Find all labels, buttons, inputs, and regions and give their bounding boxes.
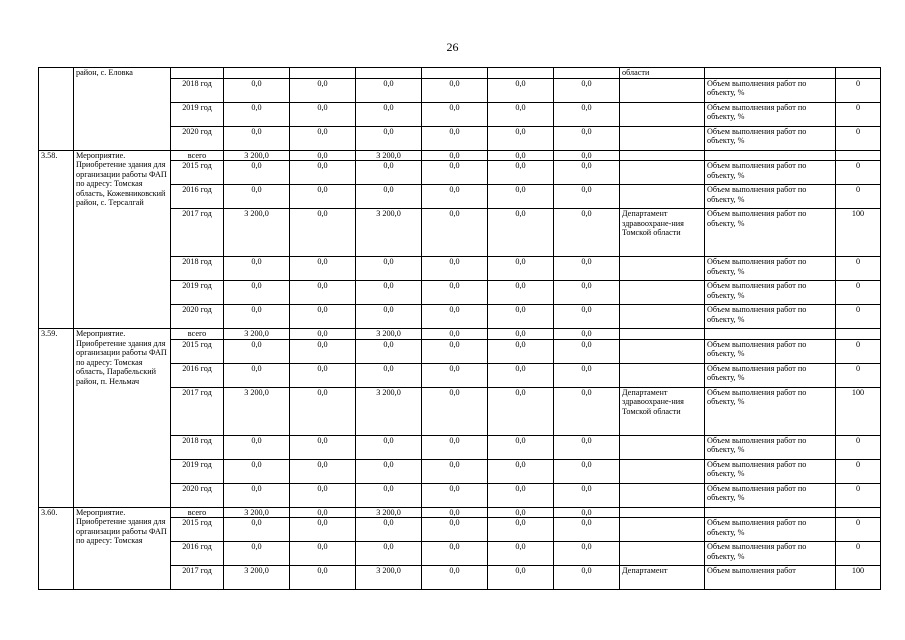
indicator-value-cell: 0 bbox=[836, 435, 881, 459]
indicator-cell: Объем выполнения работ по объекту, % bbox=[705, 435, 836, 459]
value-cell: 0,0 bbox=[224, 78, 290, 102]
value-cell bbox=[290, 68, 356, 79]
indicator-cell: Объем выполнения работ по объекту, % bbox=[705, 281, 836, 305]
value-cell: 0,0 bbox=[488, 507, 554, 518]
value-cell: 3 200,0 bbox=[224, 507, 290, 518]
value-cell: 0,0 bbox=[422, 435, 488, 459]
value-cell: 0,0 bbox=[554, 126, 620, 150]
value-cell: 0,0 bbox=[422, 305, 488, 329]
value-cell: 0,0 bbox=[554, 339, 620, 363]
value-cell: 0,0 bbox=[356, 102, 422, 126]
value-cell: 0,0 bbox=[422, 339, 488, 363]
year-cell: 2018 год bbox=[171, 435, 224, 459]
value-cell: 0,0 bbox=[290, 161, 356, 185]
value-cell: 0,0 bbox=[488, 518, 554, 542]
value-cell bbox=[488, 68, 554, 79]
value-cell: 0,0 bbox=[554, 542, 620, 566]
value-cell: 3 200,0 bbox=[356, 209, 422, 257]
responsible-cell bbox=[620, 507, 705, 518]
value-cell: 0,0 bbox=[422, 150, 488, 161]
value-cell: 0,0 bbox=[554, 281, 620, 305]
indicator-cell: Объем выполнения работ по объекту, % bbox=[705, 363, 836, 387]
responsible-cell: области bbox=[620, 68, 705, 79]
section-description: Мероприятие. Приобретение здания для организации работы ФАП по адресу: Томская область, Кожевниковский район, с. Терсалгай bbox=[74, 150, 171, 329]
value-cell: 0,0 bbox=[290, 126, 356, 150]
value-cell: 0,0 bbox=[290, 209, 356, 257]
value-cell bbox=[422, 68, 488, 79]
value-cell: 0,0 bbox=[356, 185, 422, 209]
indicator-cell: Объем выполнения работ по объекту, % bbox=[705, 102, 836, 126]
value-cell: 3 200,0 bbox=[356, 329, 422, 340]
value-cell: 0,0 bbox=[554, 329, 620, 340]
value-cell: 0,0 bbox=[224, 281, 290, 305]
value-cell: 0,0 bbox=[290, 339, 356, 363]
indicator-value-cell: 100 bbox=[836, 566, 881, 590]
value-cell: 0,0 bbox=[290, 102, 356, 126]
responsible-cell bbox=[620, 518, 705, 542]
year-cell: 2017 год bbox=[171, 387, 224, 435]
value-cell: 0,0 bbox=[224, 459, 290, 483]
section-description: Мероприятие. Приобретение здания для организации работы ФАП по адресу: Томская область, Парабельский район, п. Нельмач bbox=[74, 329, 171, 508]
value-cell: 3 200,0 bbox=[224, 566, 290, 590]
value-cell: 0,0 bbox=[224, 363, 290, 387]
responsible-cell bbox=[620, 78, 705, 102]
page-number: 26 bbox=[446, 40, 459, 54]
year-cell: 2016 год bbox=[171, 363, 224, 387]
value-cell: 0,0 bbox=[356, 126, 422, 150]
value-cell: 0,0 bbox=[488, 257, 554, 281]
responsible-cell bbox=[620, 435, 705, 459]
responsible-cell bbox=[620, 339, 705, 363]
value-cell: 0,0 bbox=[356, 518, 422, 542]
value-cell: 0,0 bbox=[422, 78, 488, 102]
value-cell: 0,0 bbox=[554, 566, 620, 590]
year-cell: 2019 год bbox=[171, 281, 224, 305]
indicator-value-cell: 0 bbox=[836, 257, 881, 281]
value-cell bbox=[554, 68, 620, 79]
indicator-cell: Объем выполнения работ по объекту, % bbox=[705, 209, 836, 257]
year-cell: 2016 год bbox=[171, 185, 224, 209]
value-cell: 0,0 bbox=[488, 542, 554, 566]
responsible-cell bbox=[620, 126, 705, 150]
table-row bbox=[39, 150, 881, 161]
table-row bbox=[39, 329, 881, 340]
value-cell: 0,0 bbox=[488, 209, 554, 257]
value-cell: 0,0 bbox=[290, 78, 356, 102]
indicator-value-cell: 0 bbox=[836, 459, 881, 483]
value-cell: 3 200,0 bbox=[224, 209, 290, 257]
value-cell: 0,0 bbox=[554, 459, 620, 483]
value-cell: 0,0 bbox=[422, 185, 488, 209]
value-cell: 0,0 bbox=[554, 507, 620, 518]
value-cell: 0,0 bbox=[224, 435, 290, 459]
value-cell: 0,0 bbox=[224, 339, 290, 363]
value-cell: 0,0 bbox=[488, 435, 554, 459]
value-cell: 3 200,0 bbox=[356, 507, 422, 518]
responsible-cell bbox=[620, 281, 705, 305]
section-number-cell bbox=[39, 68, 74, 151]
value-cell: 3 200,0 bbox=[356, 566, 422, 590]
value-cell: 0,0 bbox=[356, 78, 422, 102]
value-cell: 0,0 bbox=[488, 483, 554, 507]
value-cell: 0,0 bbox=[290, 150, 356, 161]
value-cell: 0,0 bbox=[224, 518, 290, 542]
indicator-value-cell bbox=[836, 507, 881, 518]
responsible-cell bbox=[620, 257, 705, 281]
value-cell: 0,0 bbox=[290, 185, 356, 209]
value-cell: 0,0 bbox=[554, 257, 620, 281]
indicator-cell: Объем выполнения работ по объекту, % bbox=[705, 185, 836, 209]
value-cell: 0,0 bbox=[554, 518, 620, 542]
value-cell: 0,0 bbox=[356, 363, 422, 387]
value-cell: 0,0 bbox=[554, 387, 620, 435]
responsible-cell bbox=[620, 483, 705, 507]
section-description: Мероприятие. Приобретение здания для организации работы ФАП по адресу: Томская bbox=[74, 507, 171, 590]
value-cell: 0,0 bbox=[488, 387, 554, 435]
value-cell: 0,0 bbox=[356, 161, 422, 185]
indicator-value-cell bbox=[836, 68, 881, 79]
indicator-cell: Объем выполнения работ по объекту, % bbox=[705, 78, 836, 102]
value-cell: 0,0 bbox=[488, 566, 554, 590]
responsible-cell bbox=[620, 150, 705, 161]
indicator-value-cell: 0 bbox=[836, 542, 881, 566]
indicator-cell: Объем выполнения работ по объекту, % bbox=[705, 257, 836, 281]
value-cell: 0,0 bbox=[488, 363, 554, 387]
indicator-value-cell: 0 bbox=[836, 78, 881, 102]
value-cell: 3 200,0 bbox=[356, 150, 422, 161]
value-cell: 0,0 bbox=[290, 483, 356, 507]
value-cell: 0,0 bbox=[422, 459, 488, 483]
value-cell: 0,0 bbox=[488, 126, 554, 150]
indicator-value-cell: 0 bbox=[836, 483, 881, 507]
value-cell: 0,0 bbox=[488, 281, 554, 305]
value-cell bbox=[171, 68, 224, 79]
value-cell: 0,0 bbox=[224, 126, 290, 150]
value-cell: 0,0 bbox=[290, 518, 356, 542]
indicator-value-cell: 100 bbox=[836, 209, 881, 257]
year-cell: 2020 год bbox=[171, 483, 224, 507]
indicator-cell: Объем выполнения работ по объекту, % bbox=[705, 483, 836, 507]
value-cell: 0,0 bbox=[224, 257, 290, 281]
indicator-value-cell: 0 bbox=[836, 161, 881, 185]
value-cell: 0,0 bbox=[290, 459, 356, 483]
value-cell: 3 200,0 bbox=[224, 150, 290, 161]
value-cell: 0,0 bbox=[224, 185, 290, 209]
value-cell: 0,0 bbox=[488, 102, 554, 126]
indicator-cell: Объем выполнения работ по объекту, % bbox=[705, 542, 836, 566]
value-cell: 0,0 bbox=[224, 483, 290, 507]
value-cell: 0,0 bbox=[290, 435, 356, 459]
value-cell: 0,0 bbox=[422, 329, 488, 340]
year-cell: 2018 год bbox=[171, 257, 224, 281]
indicator-cell bbox=[705, 507, 836, 518]
value-cell: 0,0 bbox=[290, 305, 356, 329]
value-cell: 0,0 bbox=[554, 435, 620, 459]
indicator-value-cell bbox=[836, 329, 881, 340]
value-cell: 3 200,0 bbox=[224, 387, 290, 435]
value-cell: 0,0 bbox=[488, 150, 554, 161]
value-cell: 0,0 bbox=[422, 102, 488, 126]
value-cell bbox=[224, 68, 290, 79]
indicator-cell: Объем выполнения работ по объекту, % bbox=[705, 305, 836, 329]
year-cell: 2015 год bbox=[171, 161, 224, 185]
year-cell: 2018 год bbox=[171, 78, 224, 102]
value-cell: 0,0 bbox=[488, 305, 554, 329]
value-cell: 0,0 bbox=[290, 329, 356, 340]
year-cell: всего bbox=[171, 150, 224, 161]
value-cell: 0,0 bbox=[488, 78, 554, 102]
year-cell: 2020 год bbox=[171, 126, 224, 150]
responsible-cell bbox=[620, 161, 705, 185]
section-number: 3.58. bbox=[39, 150, 74, 329]
indicator-cell: Объем выполнения работ по объекту, % bbox=[705, 518, 836, 542]
year-cell: 2015 год bbox=[171, 339, 224, 363]
value-cell: 0,0 bbox=[224, 305, 290, 329]
table-body bbox=[39, 68, 881, 590]
value-cell: 0,0 bbox=[290, 507, 356, 518]
indicator-cell: Объем выполнения работ по объекту, % bbox=[705, 126, 836, 150]
value-cell: 0,0 bbox=[422, 257, 488, 281]
year-cell: 2019 год bbox=[171, 102, 224, 126]
value-cell: 0,0 bbox=[422, 161, 488, 185]
year-cell: всего bbox=[171, 507, 224, 518]
value-cell: 0,0 bbox=[224, 161, 290, 185]
indicator-cell: Объем выполнения работ по объекту, % bbox=[705, 161, 836, 185]
section-description: район, с. Еловка bbox=[74, 68, 171, 151]
value-cell: 0,0 bbox=[290, 542, 356, 566]
responsible-cell bbox=[620, 102, 705, 126]
value-cell: 0,0 bbox=[422, 281, 488, 305]
indicator-value-cell: 0 bbox=[836, 305, 881, 329]
value-cell: 0,0 bbox=[554, 363, 620, 387]
value-cell: 0,0 bbox=[554, 305, 620, 329]
indicator-cell: Объем выполнения работ bbox=[705, 566, 836, 590]
value-cell: 0,0 bbox=[356, 339, 422, 363]
responsible-cell bbox=[620, 459, 705, 483]
table-row bbox=[39, 507, 881, 518]
value-cell: 0,0 bbox=[422, 126, 488, 150]
responsible-cell bbox=[620, 542, 705, 566]
value-cell: 3 200,0 bbox=[356, 387, 422, 435]
value-cell: 0,0 bbox=[422, 507, 488, 518]
value-cell: 0,0 bbox=[290, 387, 356, 435]
value-cell: 0,0 bbox=[554, 102, 620, 126]
value-cell: 0,0 bbox=[488, 459, 554, 483]
value-cell: 0,0 bbox=[290, 281, 356, 305]
year-cell: 2019 год bbox=[171, 459, 224, 483]
value-cell: 0,0 bbox=[356, 459, 422, 483]
indicator-value-cell: 0 bbox=[836, 339, 881, 363]
indicator-value-cell: 0 bbox=[836, 102, 881, 126]
value-cell: 0,0 bbox=[554, 78, 620, 102]
year-cell: всего bbox=[171, 329, 224, 340]
value-cell: 0,0 bbox=[224, 542, 290, 566]
value-cell bbox=[356, 68, 422, 79]
responsible-cell bbox=[620, 363, 705, 387]
responsible-cell: Департамент здравоохране-ния Томской области bbox=[620, 387, 705, 435]
program-table bbox=[38, 67, 881, 590]
section-number: 3.60. bbox=[39, 507, 74, 590]
value-cell: 0,0 bbox=[422, 209, 488, 257]
year-cell: 2017 год bbox=[171, 209, 224, 257]
value-cell: 0,0 bbox=[554, 185, 620, 209]
value-cell: 0,0 bbox=[356, 435, 422, 459]
year-cell: 2017 год bbox=[171, 566, 224, 590]
value-cell: 0,0 bbox=[422, 483, 488, 507]
value-cell: 0,0 bbox=[554, 161, 620, 185]
value-cell: 0,0 bbox=[422, 518, 488, 542]
value-cell: 0,0 bbox=[356, 483, 422, 507]
value-cell: 0,0 bbox=[224, 102, 290, 126]
indicator-cell bbox=[705, 68, 836, 79]
indicator-cell: Объем выполнения работ по объекту, % bbox=[705, 459, 836, 483]
indicator-value-cell: 0 bbox=[836, 185, 881, 209]
value-cell: 0,0 bbox=[488, 329, 554, 340]
indicator-value-cell: 0 bbox=[836, 126, 881, 150]
value-cell: 0,0 bbox=[356, 257, 422, 281]
value-cell: 0,0 bbox=[554, 483, 620, 507]
value-cell: 0,0 bbox=[290, 257, 356, 281]
responsible-cell: Департамент здравоохране-ния Томской области bbox=[620, 209, 705, 257]
value-cell: 0,0 bbox=[422, 387, 488, 435]
value-cell: 0,0 bbox=[488, 185, 554, 209]
value-cell: 0,0 bbox=[488, 161, 554, 185]
responsible-cell bbox=[620, 329, 705, 340]
year-cell: 2015 год bbox=[171, 518, 224, 542]
indicator-value-cell: 100 bbox=[836, 387, 881, 435]
value-cell: 0,0 bbox=[356, 305, 422, 329]
indicator-cell: Объем выполнения работ по объекту, % bbox=[705, 339, 836, 363]
table-row bbox=[39, 68, 881, 79]
indicator-cell bbox=[705, 329, 836, 340]
value-cell: 0,0 bbox=[422, 363, 488, 387]
indicator-value-cell: 0 bbox=[836, 281, 881, 305]
year-cell: 2016 год bbox=[171, 542, 224, 566]
indicator-value-cell: 0 bbox=[836, 363, 881, 387]
value-cell: 0,0 bbox=[356, 542, 422, 566]
value-cell: 0,0 bbox=[422, 542, 488, 566]
value-cell: 0,0 bbox=[290, 363, 356, 387]
value-cell: 0,0 bbox=[554, 150, 620, 161]
indicator-cell bbox=[705, 150, 836, 161]
responsible-cell bbox=[620, 305, 705, 329]
responsible-cell: Департамент bbox=[620, 566, 705, 590]
value-cell: 0,0 bbox=[290, 566, 356, 590]
indicator-value-cell bbox=[836, 150, 881, 161]
value-cell: 0,0 bbox=[422, 566, 488, 590]
value-cell: 0,0 bbox=[554, 209, 620, 257]
responsible-cell bbox=[620, 185, 705, 209]
value-cell: 0,0 bbox=[356, 281, 422, 305]
indicator-value-cell: 0 bbox=[836, 518, 881, 542]
section-number: 3.59. bbox=[39, 329, 74, 508]
year-cell: 2020 год bbox=[171, 305, 224, 329]
value-cell: 0,0 bbox=[488, 339, 554, 363]
indicator-cell: Объем выполнения работ по объекту, % bbox=[705, 387, 836, 435]
value-cell: 3 200,0 bbox=[224, 329, 290, 340]
